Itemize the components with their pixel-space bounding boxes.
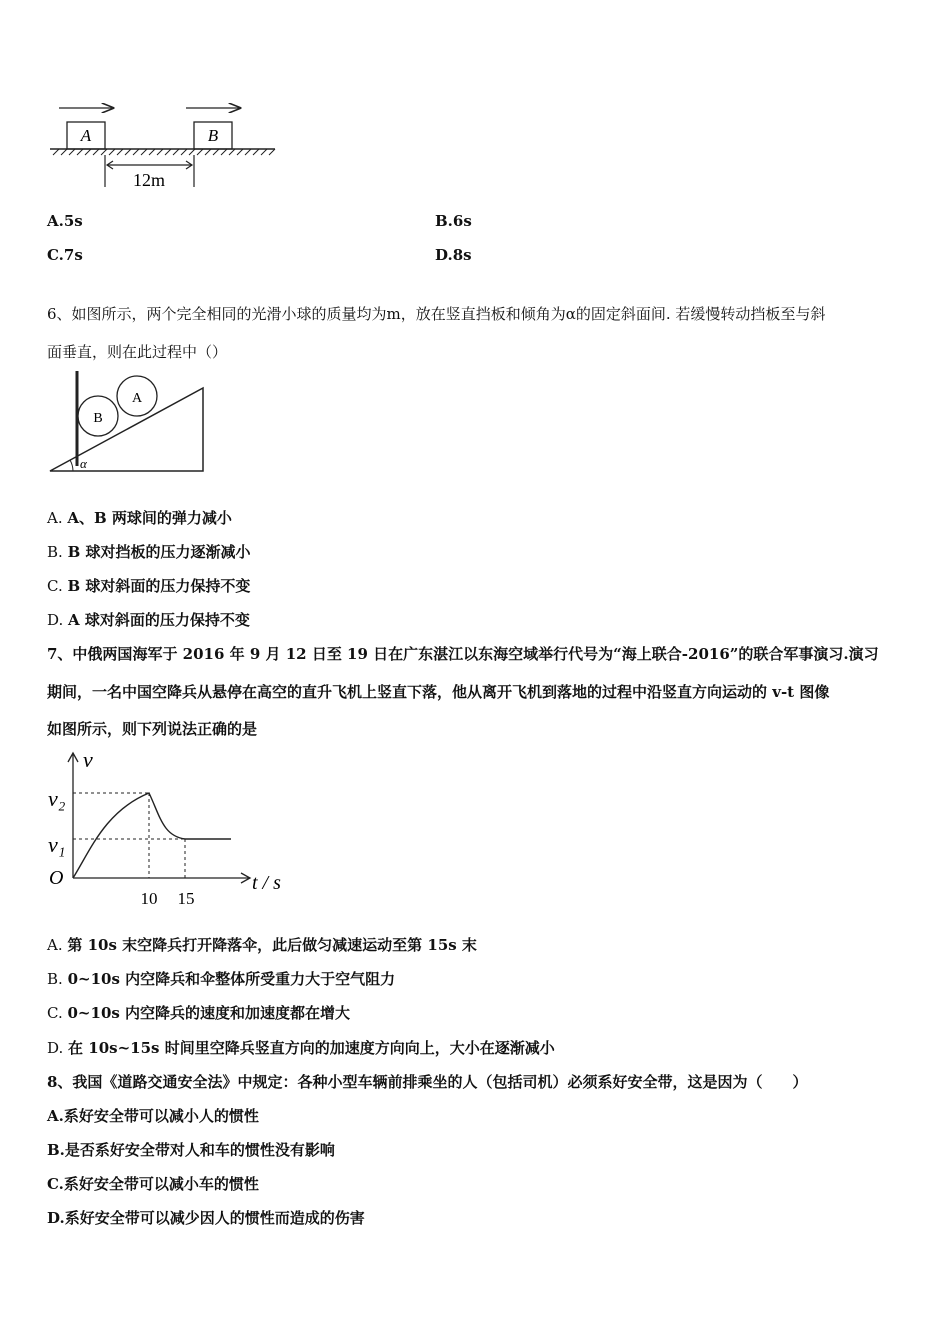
block-a-label: A [80, 126, 92, 145]
q6-option-d: D. A 球对斜面的压力保持不变 [47, 611, 250, 629]
vt-curve [73, 793, 231, 878]
q8-option-a: A.系好安全带可以减小人的惯性 [47, 1107, 259, 1125]
q7-stem-line1: 7、中俄两国海军于 2016 年 9 月 12 日至 19 日在广东湛江以东海空域举行代号为“海上联合-2016”的联合军事演习.演习 [47, 645, 879, 663]
q7-option-d: D. 在 10s~15s 时间里空降兵竖直方向的加速度方向向上，大小在逐渐减小 [47, 1039, 555, 1057]
q8-option-c: C.系好安全带可以减小车的惯性 [47, 1175, 259, 1193]
blocks-figure [45, 95, 285, 195]
q8-stem: 8、我国《道路交通安全法》中规定：各种小型车辆前排乘坐的人（包括司机）必须系好安全带，这是因为（ ） [47, 1073, 808, 1091]
q5-option-c: C.7s [47, 246, 83, 264]
q5-option-a: A.5s [47, 212, 83, 230]
q6-option-c: C. B 球对斜面的压力保持不变 [47, 577, 251, 595]
angle-label: α [80, 456, 87, 471]
origin-label: O [49, 867, 64, 889]
q8-option-b: B.是否系好安全带对人和车的惯性没有影响 [47, 1141, 335, 1159]
distance-label: 12m [132, 170, 166, 190]
y-axis-label: v [83, 747, 93, 772]
q5-option-d: D.8s [435, 246, 472, 264]
ball-b-label: B [93, 411, 103, 426]
x-axis-label: t / s [252, 872, 281, 894]
ground-hatch [53, 149, 275, 155]
v2-label: v₂ [48, 786, 66, 811]
q7-option-a: A. 第 10s 末空降兵打开降落伞，此后做匀减速运动至第 15s 末 [47, 936, 477, 954]
q6-option-b: B. B 球对挡板的压力逐渐减小 [47, 543, 251, 561]
incline-figure [45, 368, 210, 476]
q8-option-d: D.系好安全带可以减少因人的惯性而造成的伤害 [47, 1209, 365, 1227]
vt-graph [45, 746, 290, 911]
q6-option-a: A. A、B 两球间的弹力减小 [47, 509, 232, 527]
q5-option-b: B.6s [435, 212, 472, 230]
q6-stem-line2: 面垂直，则在此过程中（） [47, 343, 228, 361]
q7-option-b: B. 0~10s 内空降兵和伞整体所受重力大于空气阻力 [47, 970, 396, 988]
tick-10: 10 [140, 889, 158, 908]
q7-option-c: C. 0~10s 内空降兵的速度和加速度都在增大 [47, 1004, 351, 1022]
q7-stem-line3: 如图所示，则下列说法正确的是 [47, 720, 258, 738]
q6-stem-line1: 6、如图所示，两个完全相同的光滑小球的质量均为m，放在竖直挡板和倾角为α的固定斜面间. 若缓慢转动挡板至与斜 [47, 305, 826, 323]
block-b-label: B [207, 126, 219, 145]
ball-a-label: A [131, 391, 143, 406]
tick-15: 15 [177, 889, 195, 908]
q7-stem-line2: 期间，一名中国空降兵从悬停在高空的直升飞机上竖直下落，他从离开飞机到落地的过程中沿竖直方向运动的 v-t 图像 [47, 683, 830, 701]
v1-label: v₁ [48, 832, 66, 857]
